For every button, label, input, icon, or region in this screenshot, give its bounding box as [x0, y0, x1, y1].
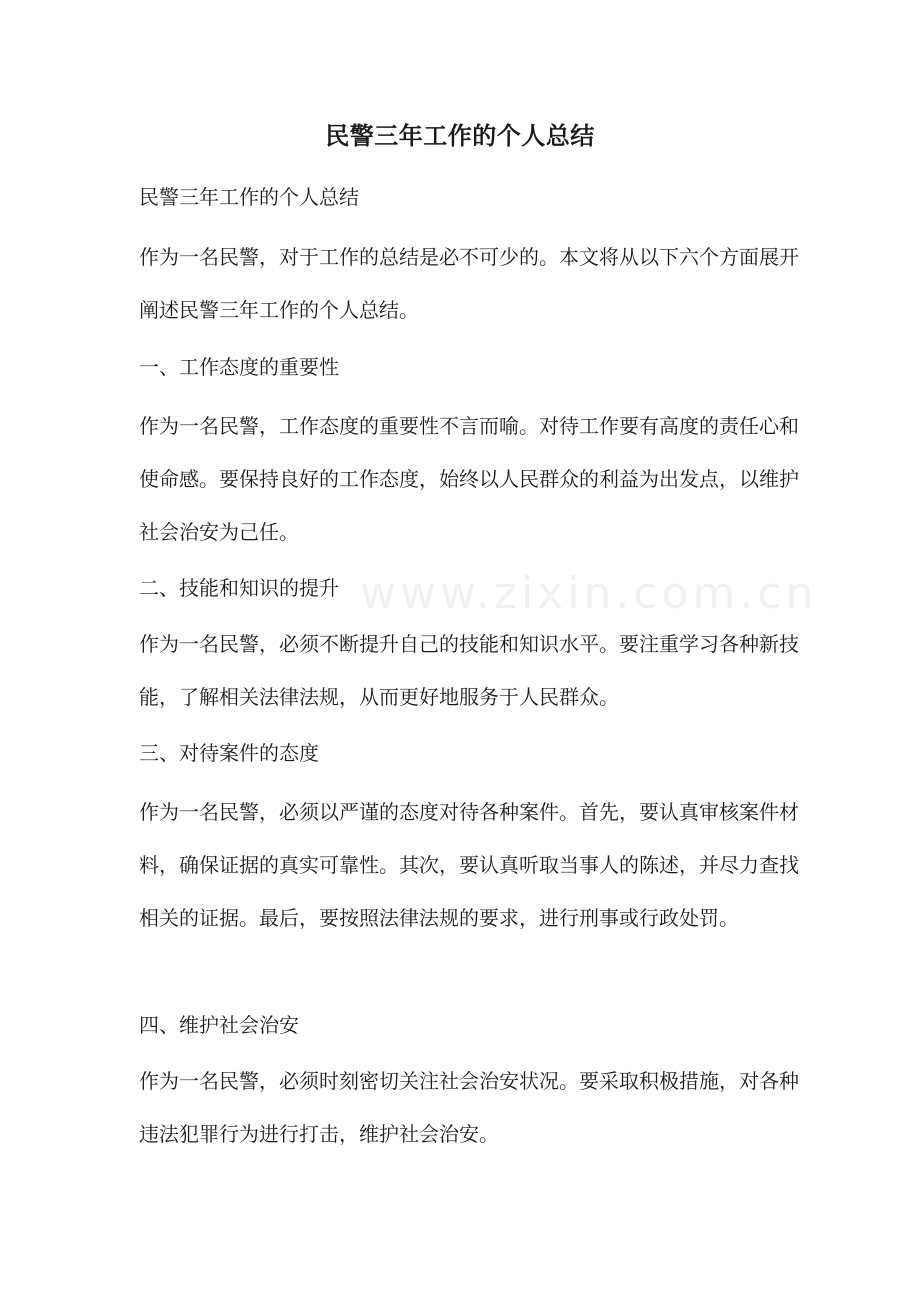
section-body-3: 作为一名民警，必须以严谨的态度对待各种案件。首先，要认真审核案件材料，确保证据的真实可靠性。其次，要认真听取当事人的陈述，并尽力查找相关的证据。最后，要按照法律法规的要求，进行刑事或行政处罚。: [139, 800, 799, 930]
section-body-1: 作为一名民警，工作态度的重要性不言而喻。对待工作要有高度的责任心和使命感。要保持良好的工作态度，始终以人民群众的利益为出发点，以维护社会治安为己任。: [139, 414, 799, 544]
section-heading-3: 三、对待案件的态度: [139, 741, 319, 765]
document-subtitle: 民警三年工作的个人总结: [139, 185, 359, 209]
document-title: 民警三年工作的个人总结: [325, 121, 595, 150]
section-heading-1: 一、工作态度的重要性: [139, 355, 339, 379]
section-heading-4: 四、维护社会治安: [139, 1013, 299, 1037]
section-heading-2: 二、技能和知识的提升: [139, 576, 339, 600]
watermark: www.zixin.com.cn: [360, 568, 818, 619]
section-body-4: 作为一名民警，必须时刻密切关注社会治安状况。要采取积极措施，对各种违法犯罪行为进行打击，维护社会治安。: [139, 1069, 799, 1146]
intro-paragraph: 作为一名民警，对于工作的总结是必不可少的。本文将从以下六个方面展开阐述民警三年工作的个人总结。: [139, 245, 799, 322]
section-body-2: 作为一名民警，必须不断提升自己的技能和知识水平。要注重学习各种新技能，了解相关法律法规，从而更好地服务于人民群众。: [139, 632, 799, 709]
